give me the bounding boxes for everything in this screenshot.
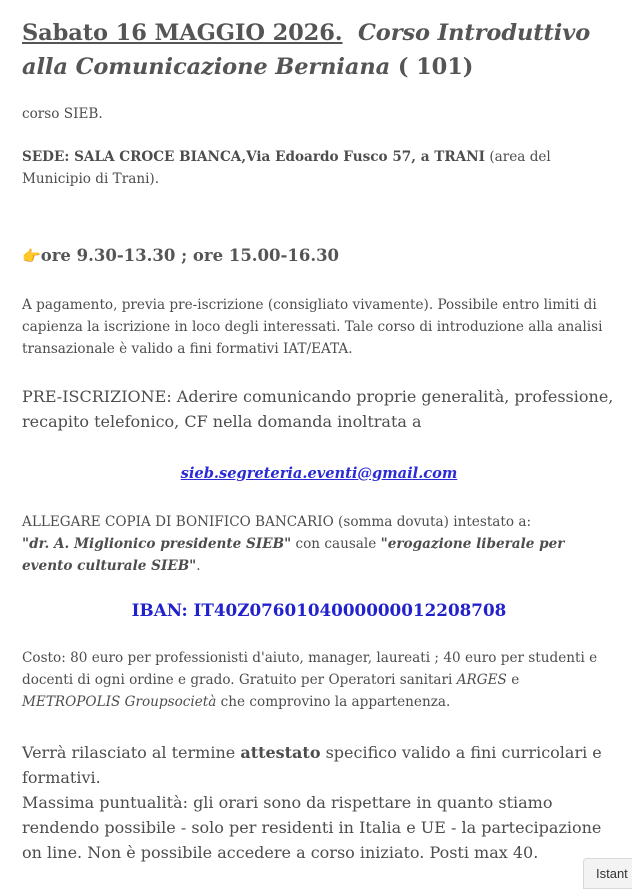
hours-line bbox=[22, 244, 616, 268]
bonifico-recipient: "dr. A. Miglionico presidente SIEB" bbox=[22, 536, 292, 552]
bonifico-end: . bbox=[196, 558, 201, 574]
pointing-hand-icon: 👉 bbox=[22, 247, 41, 265]
bonifico-intro: ALLEGARE COPIA DI BONIFICO BANCARIO (somma dovuta) intestato a: bbox=[22, 514, 532, 530]
costs-metropolis: METROPOLIS Groupsocietà bbox=[22, 694, 217, 710]
hours-text: ore 9.30-13.30 ; ore 15.00-16.30 bbox=[40, 246, 340, 265]
venue-label: SEDE: SALA CROCE BIANCA,Via Edoardo Fusco 57, a TRANI bbox=[22, 149, 485, 165]
closing-pre: Verrà rilasciato al termine bbox=[22, 743, 236, 762]
costs-e: e bbox=[511, 672, 520, 688]
closing-paragraph bbox=[22, 740, 616, 865]
page-title bbox=[22, 16, 616, 84]
iban-line: IBAN: IT40Z0760104000000012208708 bbox=[131, 600, 507, 620]
closing-bold: attestato bbox=[240, 743, 321, 762]
closing-post: specifico valido a fini curricolari e formativi. bbox=[22, 743, 602, 787]
org-line: corso SIEB. bbox=[22, 106, 103, 122]
venue-paragraph bbox=[22, 146, 616, 190]
title-code: ( 101) bbox=[397, 54, 474, 80]
istant-button[interactable]: Istant bbox=[583, 858, 632, 889]
closing-line2: Massima puntualità: gli orari sono da rispettare in quanto stiamo rendendo possibile - solo per residenti in Italia e UE - la partecipazione on line. Non è possibile accedere a corso iniziato. Posti max 40. bbox=[22, 793, 602, 862]
costs-paragraph bbox=[22, 647, 616, 713]
costs-part2: che comprovino la appartenenza. bbox=[220, 694, 451, 710]
bonifico-causale: "erogazione liberale per evento culturale SIEB" bbox=[22, 536, 565, 574]
costs-part1: Costo: 80 euro per professionisti d'aiuto, manager, laureati ; 40 euro per studenti e docenti di ogni ordine e grado. Gratuito per Operatori sanitari bbox=[22, 650, 598, 688]
email-line bbox=[22, 460, 616, 486]
bonifico-causale-label: con causale bbox=[295, 536, 377, 552]
venue-note: (area del Municipio di Trani). bbox=[22, 149, 551, 187]
title-date: Sabato 16 MAGGIO 2026. bbox=[22, 20, 343, 46]
document-body bbox=[22, 16, 616, 865]
payment-paragraph: A pagamento, previa pre-iscrizione (consigliato vivamente). Possibile entro limiti di capienza la iscrizione in loco degli interessati. Tale corso di introduzione alla analisi transazionale è valido a fini formativi IAT/EATA. bbox=[22, 297, 603, 357]
title-course: Corso Introduttivo alla Comunicazione Berniana bbox=[22, 20, 591, 80]
email-link[interactable]: sieb.segreteria.eventi@gmail.com bbox=[180, 465, 458, 482]
costs-arges: ARGES bbox=[456, 672, 507, 688]
preiscrizione-paragraph: PRE-ISCRIZIONE: Aderire comunicando proprie generalità, professione, recapito telefonico, CF nella domanda inoltrata a bbox=[22, 387, 614, 431]
bonifico-paragraph bbox=[22, 511, 616, 577]
